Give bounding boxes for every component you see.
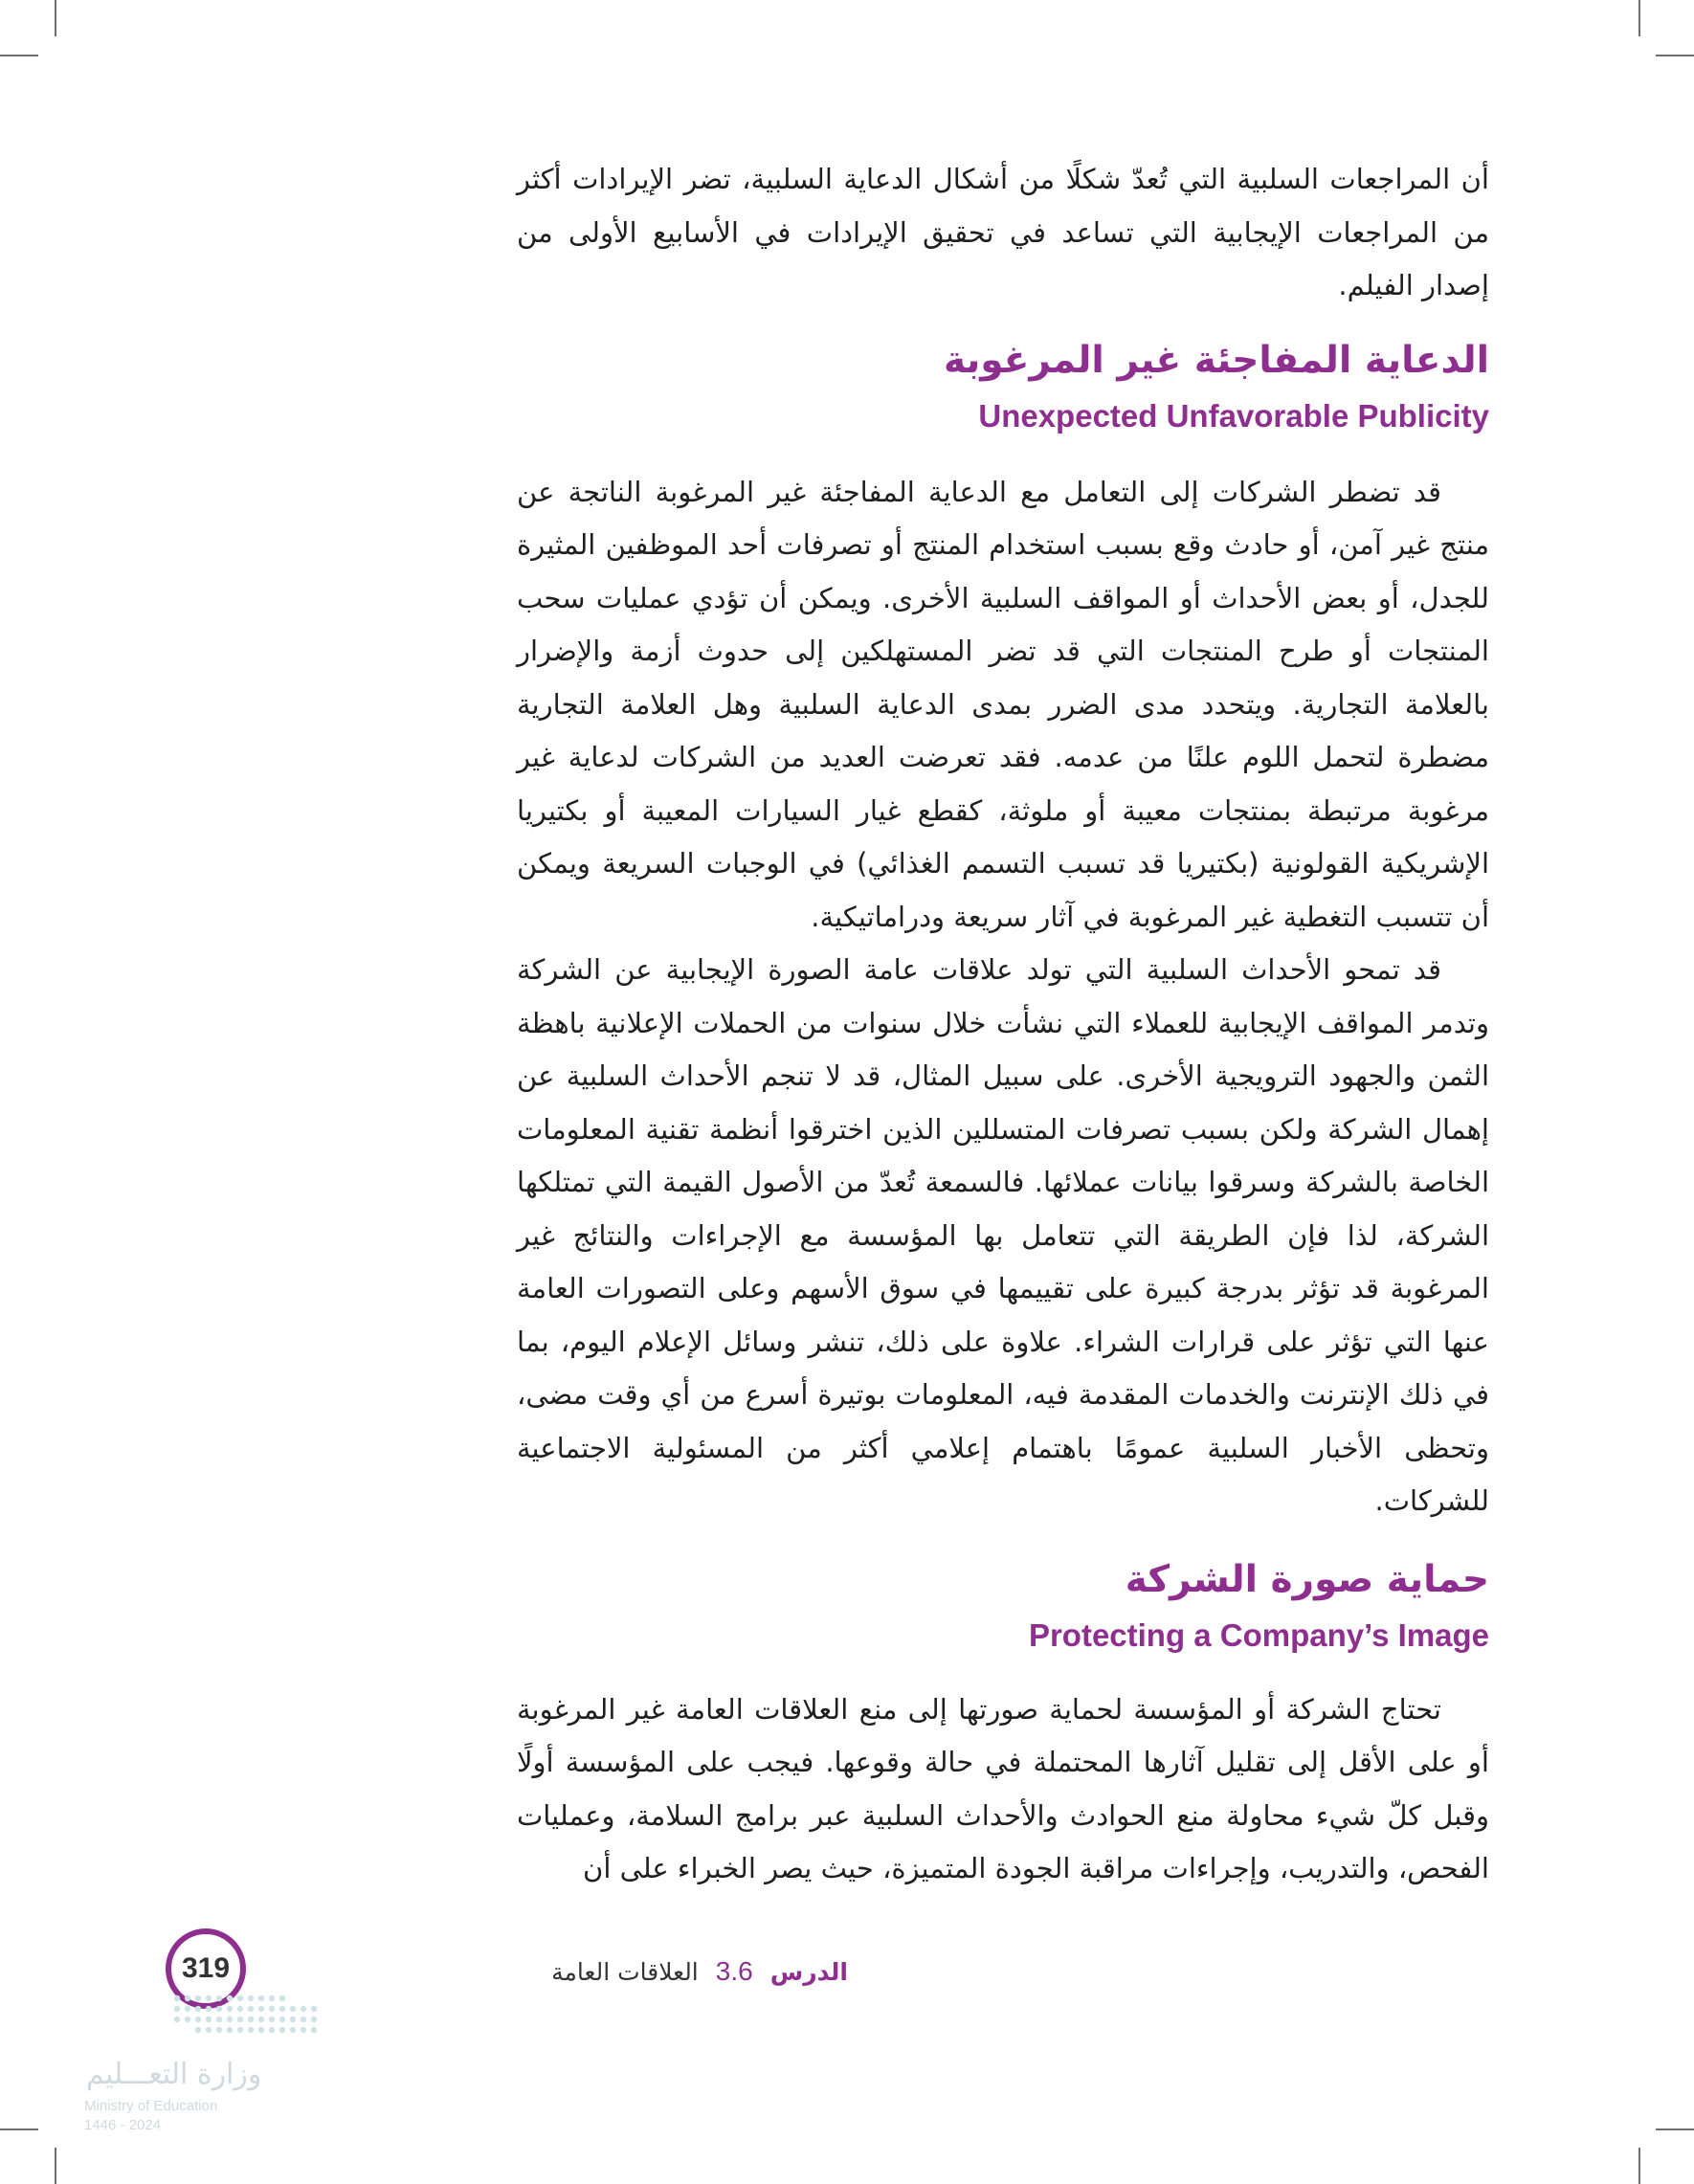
lesson-label: الدرس xyxy=(769,1958,848,1986)
crop-mark-top-right-vertical xyxy=(1638,0,1640,36)
section2-paragraph-1: تحتاج الشركة أو المؤسسة لحماية صورتها إلى منع العلاقات العامة غير المرغوبة أو على الأقل إلى تقليل آثارها المحتملة في حالة وقوعها. فيجب على المؤسسة أولًا وقبل كلّ شيء محاولة منع الحوادث والأحداث السلبية عبر برامج السلامة، وعمليات الفحص، والتدريب، وإجراءات مراقبة الجودة المتميزة، حيث يصر الخبراء على أن xyxy=(517,1692,1489,1884)
crop-mark-bottom-right-vertical xyxy=(1638,2148,1640,2184)
lesson-footer xyxy=(551,1956,848,1987)
lesson-title: العلاقات العامة xyxy=(551,1958,699,1986)
crop-mark-bottom-left-horizontal xyxy=(0,2128,38,2130)
section1-heading-en: Unexpected Unfavorable Publicity xyxy=(978,397,1489,434)
crop-mark-top-right-horizontal xyxy=(1656,55,1694,56)
section2-heading-en: Protecting a Company’s Image xyxy=(1028,1616,1489,1653)
ministry-year: 2024 - 1446 xyxy=(84,2117,162,2133)
intro-paragraph: أن المراجعات السلبية التي تُعدّ شكلًا من أشكال الدعاية السلبية، تضر الإيرادات أكثر من المراجعات الإيجابية التي تساعد في تحقيق الإيرادات في الأسابيع الأولى من إصدار الفيلم. xyxy=(517,163,1489,301)
section1-heading-ar: الدعاية المفاجئة غير المرغوبة xyxy=(943,338,1489,382)
crop-mark-top-left-horizontal xyxy=(0,55,38,56)
ministry-name-ar: وزارة التعـــليم xyxy=(86,2058,262,2091)
page-number: 319 xyxy=(166,1928,246,2009)
lesson-number: 3.6 xyxy=(715,1956,753,1986)
crop-mark-top-left-vertical xyxy=(55,0,56,36)
ministry-name-en: Ministry of Education xyxy=(84,2098,218,2114)
section1-paragraph-2: قد تمحو الأحداث السلبية التي تولد علاقات عامة الصورة الإيجابية عن الشركة وتدمر المواقف الإيجابية للعملاء التي نشأت خلال سنوات من الحملات الإعلانية باهظة الثمن والجهود الترويجية الأخرى. على سبيل المثال، قد لا تنجم الأحداث السلبية عن إهمال الشركة ولكن بسبب تصرفات المتسللين الذين اخترقوا أنظمة تقنية المعلومات الخاصة بالشركة وسرقوا بيانات عملائها. فالسمعة تُعدّ من الأصول القيمة التي تمتلكها الشركة، لذا فإن الطريقة التي تتعامل بها المؤسسة مع الإجراءات والنتائج غير المرغوبة قد تؤثر بدرجة كبيرة على تقييمها في سوق الأسهم وعلى التصورات العامة عنها التي تؤثر على قرارات الشراء. علاوة على ذلك، تنشر وسائل الإعلام اليوم، بما في ذلك الإنترنت والخدمات المقدمة فيه، المعلومات بوتيرة أسرع من أي وقت مضى، وتحظى الأخبار السلبية عمومًا باهتمام إعلامي أكثر من المسئولية الاجتماعية للشركات. xyxy=(517,953,1489,1517)
page-body xyxy=(517,153,1489,1896)
section2-heading-ar: حماية صورة الشركة xyxy=(1125,1557,1489,1601)
crop-mark-bottom-right-horizontal xyxy=(1656,2128,1694,2130)
section1-paragraph-1: قد تضطر الشركات إلى التعامل مع الدعاية المفاجئة غير المرغوبة الناتجة عن منتج غير آمن، أو حادث وقع بسبب استخدام المنتج أو تصرفات أحد الموظفين المثيرة للجدل، أو بعض الأحداث أو المواقف السلبية الأخرى. ويمكن أن تؤدي عمليات سحب المنتجات أو طرح المنتجات التي قد تضر المستهلكين إلى حدوث أزمة والإضرار بالعلامة التجارية. ويتحدد مدى الضرر بمدى الدعاية السلبية وهل العلامة التجارية مضطرة لتحمل اللوم علنًا من عدمه. فقد تعرضت العديد من الشركات لدعاية غير مرغوبة مرتبطة بمنتجات معيبة أو ملوثة، كقطع غيار السيارات المعيبة أو بكتيريا الإشريكية القولونية (بكتيريا قد تسبب التسمم الغذائي) في الوجبات السريعة ويمكن أن تتسبب التغطية غير المرغوبة في آثار سريعة ودراماتيكية. xyxy=(517,475,1489,933)
crop-mark-bottom-left-vertical xyxy=(55,2148,56,2184)
